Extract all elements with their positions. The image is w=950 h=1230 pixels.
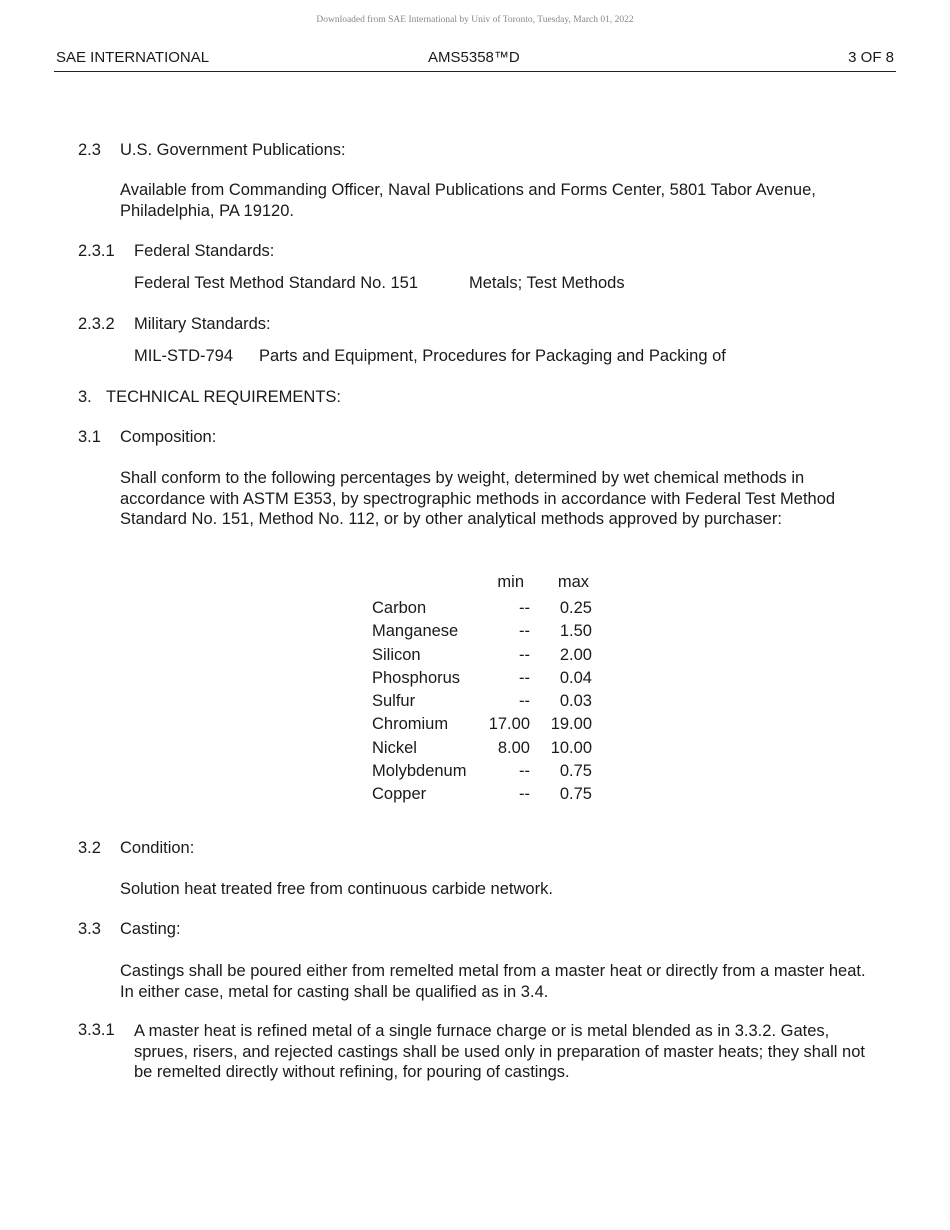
max-value: 0.75	[559, 785, 592, 804]
section-3-2-title: Condition:	[120, 839, 195, 857]
column-header-max: max	[557, 573, 589, 591]
max-value: 0.75	[559, 762, 592, 781]
element-name: Silicon	[372, 645, 421, 664]
max-value: 0.04	[559, 668, 592, 687]
section-3-3-title: Casting:	[120, 920, 181, 938]
max-value: 0.03	[559, 692, 592, 711]
min-value: --	[519, 599, 530, 617]
max-value: 19.00	[550, 715, 592, 734]
section-3-3-text: Castings shall be poured either from remelted metal from a master heat or directly from a master heat. In either case, metal for casting shall be qualified as in 3.4.	[120, 962, 866, 1001]
section-3-3-number: 3.3	[78, 920, 101, 938]
element-name: Copper	[372, 785, 427, 804]
federal-standard-id: Federal Test Method Standard No. 151	[134, 274, 419, 292]
element-name: Molybdenum	[372, 762, 467, 781]
header-rule	[54, 71, 896, 72]
min-value: --	[519, 645, 530, 664]
element-name: Chromium	[372, 715, 449, 734]
min-value: --	[519, 785, 530, 804]
section-3-2-text: Solution heat treated free from continuous carbide network.	[120, 880, 553, 898]
federal-standard-title: Metals; Test Methods	[469, 274, 625, 292]
section-2-3-2-number: 2.3.2	[78, 315, 115, 333]
element-name: Carbon	[372, 599, 427, 617]
max-value: 2.00	[559, 645, 592, 664]
section-3-3-1-text: A master heat is refined metal of a single furnace charge or is metal blended as in 3.3.2. Gates, sprues, risers, and rejected castings shall be used only in preparation of master heats; they shall not be remelted directly without refining, for pouring of castings.	[134, 1022, 865, 1081]
section-2-3-1-title: Federal Standards:	[134, 242, 275, 260]
max-value: 1.50	[559, 622, 592, 641]
max-value: 10.00	[550, 738, 592, 757]
military-standard-id: MIL-STD-794	[134, 347, 234, 365]
header-org: SAE INTERNATIONAL	[56, 49, 210, 66]
min-value: 17.00	[488, 715, 530, 734]
military-standard-title: Parts and Equipment, Procedures for Packaging and Packing of	[259, 347, 726, 365]
header-doc-number: AMS5358™D	[428, 49, 520, 66]
section-3-1-text: Shall conform to the following percentages by weight, determined by wet chemical methods in accordance with ASTM E353, by spectrographic methods in accordance with Federal Test Method Standard No. 151, Method No. 112, or by other analytical methods approved by purchaser:	[120, 469, 836, 528]
section-2-3-title: U.S. Government Publications:	[120, 141, 346, 159]
section-3-number: 3.	[78, 388, 92, 406]
min-value: --	[519, 762, 530, 781]
max-value: 0.25	[559, 599, 592, 617]
element-name: Phosphorus	[372, 668, 461, 687]
section-3-2-number: 3.2	[78, 839, 101, 857]
min-value: --	[519, 692, 530, 711]
element-name: Sulfur	[372, 692, 416, 711]
section-2-3-2-title: Military Standards:	[134, 315, 271, 333]
section-2-3-1-number: 2.3.1	[78, 242, 115, 260]
download-notice: Downloaded from SAE International by Univ of Toronto, Tuesday, March 01, 2022	[316, 15, 634, 25]
section-3-1-number: 3.1	[78, 428, 101, 446]
min-value: 8.00	[497, 738, 530, 757]
min-value: --	[519, 622, 530, 641]
min-value: --	[519, 668, 530, 687]
section-2-3-text: Available from Commanding Officer, Naval Publications and Forms Center, 5801 Tabor Avenue, Philadelphia, PA 19120.	[120, 181, 816, 220]
section-3-3-1-number: 3.3.1	[78, 1021, 115, 1039]
element-name: Nickel	[372, 738, 417, 757]
section-2-3-number: 2.3	[78, 141, 101, 159]
header-page-number: 3 OF 8	[848, 49, 894, 66]
column-header-min: min	[497, 573, 524, 591]
section-3-1-title: Composition:	[120, 428, 217, 446]
element-name: Manganese	[372, 622, 459, 641]
section-3-title: TECHNICAL REQUIREMENTS:	[106, 388, 341, 406]
